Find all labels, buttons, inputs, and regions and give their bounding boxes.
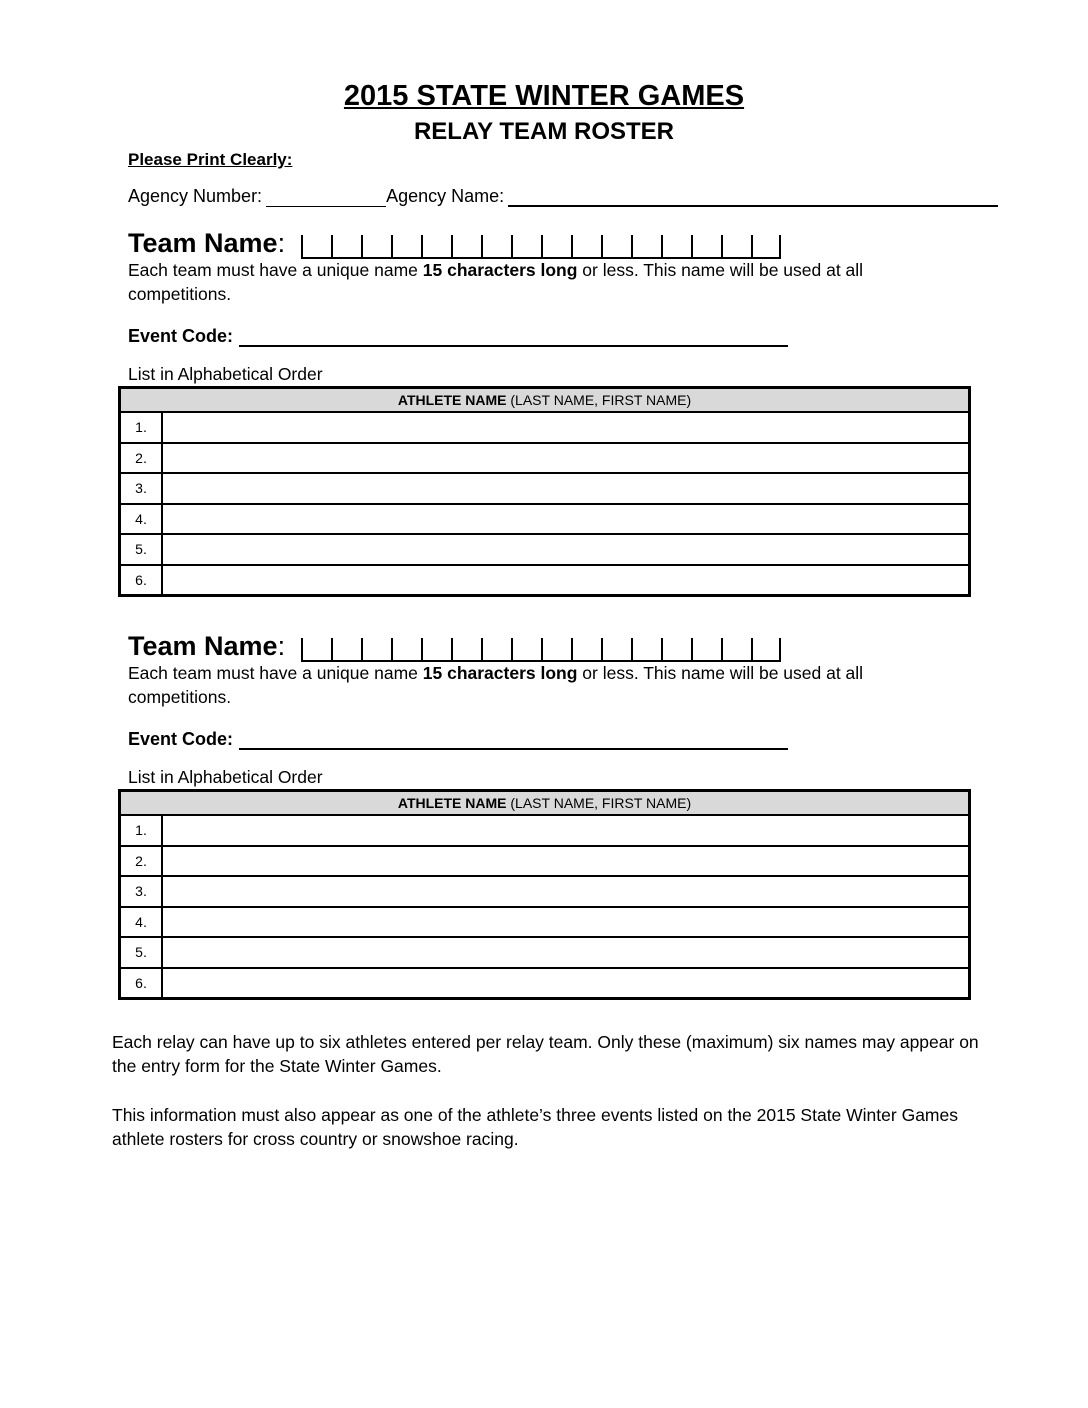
team-name-note: [128, 661, 888, 709]
team-name-char-boxes[interactable]: [301, 235, 781, 259]
char-box[interactable]: [481, 235, 511, 259]
char-box[interactable]: [541, 235, 571, 259]
char-box[interactable]: [451, 235, 481, 259]
alphabetical-order-label: List in Alphabetical Order: [128, 767, 323, 787]
athlete-name-header: [120, 791, 970, 816]
char-box[interactable]: [331, 235, 361, 259]
team-name-label: Team Name: [128, 228, 278, 258]
athlete-name-cell[interactable]: [162, 412, 970, 443]
table-row: [120, 937, 970, 968]
row-number: 6.: [120, 968, 163, 999]
char-box[interactable]: [571, 638, 601, 662]
team-name-note: [128, 258, 888, 306]
team-name-row: Team Name:: [128, 631, 781, 662]
note-bold-text: 15 characters long: [422, 260, 578, 280]
event-code-row: [128, 729, 788, 750]
table-row: [120, 907, 970, 938]
char-box[interactable]: [601, 235, 631, 259]
header-text: (LAST NAME, FIRST NAME): [506, 795, 692, 811]
char-box[interactable]: [361, 235, 391, 259]
row-number: 6.: [120, 565, 163, 596]
row-number: 3.: [120, 473, 163, 504]
row-number: 3.: [120, 876, 163, 907]
alphabetical-order-label: List in Alphabetical Order: [128, 364, 323, 384]
table-row: [120, 968, 970, 999]
row-number: 1.: [120, 412, 163, 443]
note-text: or less. This name will be used at all competitions.: [128, 663, 864, 707]
team-name-row: Team Name:: [128, 228, 781, 259]
footer-paragraph-2: This information must also appear as one of the athlete’s three events listed on the 2015 State Winter Games athlete rosters for cross country or snowshoe racing.: [112, 1105, 958, 1149]
char-box[interactable]: [541, 638, 571, 662]
char-box[interactable]: [661, 235, 691, 259]
athlete-name-cell[interactable]: [162, 846, 970, 877]
row-number: 4.: [120, 504, 163, 535]
char-box[interactable]: [601, 638, 631, 662]
page-subtitle: RELAY TEAM ROSTER: [413, 118, 675, 145]
table-row: [120, 412, 970, 443]
agency-number-label: Agency Number:: [128, 186, 263, 206]
event-code-label: Event Code:: [128, 729, 234, 749]
agency-row: [128, 186, 998, 207]
char-box[interactable]: [301, 638, 331, 662]
char-box[interactable]: [331, 638, 361, 662]
row-number: 4.: [120, 907, 163, 938]
table-row: [120, 846, 970, 877]
table-row: [120, 504, 970, 535]
footer-paragraph-1: Each relay can have up to six athletes entered per relay team. Only these (maximum) six names may appear on the entry form for the State Winter Games.: [112, 1032, 979, 1076]
agency-name-label: Agency Name:: [386, 186, 505, 206]
char-box[interactable]: [571, 235, 601, 259]
table-row: [120, 473, 970, 504]
athlete-roster-table: [118, 386, 971, 597]
char-box[interactable]: [391, 638, 421, 662]
athlete-name-cell[interactable]: [162, 937, 970, 968]
athlete-name-cell[interactable]: [162, 907, 970, 938]
print-clearly-label: Please Print Clearly:: [128, 150, 293, 169]
char-box[interactable]: [721, 235, 751, 259]
athlete-name-header: [120, 388, 970, 413]
event-code-label: Event Code:: [128, 326, 234, 346]
athlete-name-cell[interactable]: [162, 504, 970, 535]
char-box[interactable]: [481, 638, 511, 662]
header-bold-text: ATHLETE NAME: [397, 392, 507, 408]
char-box[interactable]: [751, 235, 781, 259]
char-box[interactable]: [421, 235, 451, 259]
table-row: [120, 565, 970, 596]
athlete-name-cell[interactable]: [162, 968, 970, 999]
title-wrap: [0, 80, 1088, 113]
row-number: 5.: [120, 937, 163, 968]
table-row: [120, 534, 970, 565]
team-name-char-boxes[interactable]: [301, 638, 781, 662]
char-box[interactable]: [691, 235, 721, 259]
char-box[interactable]: [391, 235, 421, 259]
athlete-roster-table: [118, 789, 971, 1000]
note-text: or less. This name will be used at all competitions.: [128, 260, 864, 304]
athlete-name-cell[interactable]: [162, 815, 970, 846]
char-box[interactable]: [361, 638, 391, 662]
note-text: Each team must have a unique name: [128, 260, 423, 280]
athlete-name-cell[interactable]: [162, 876, 970, 907]
event-code-row: [128, 326, 788, 347]
row-number: 5.: [120, 534, 163, 565]
header-text: (LAST NAME, FIRST NAME): [506, 392, 692, 408]
note-bold-text: 15 characters long: [422, 663, 578, 683]
char-box[interactable]: [631, 638, 661, 662]
row-number: 2.: [120, 846, 163, 877]
char-box[interactable]: [751, 638, 781, 662]
event-code-field[interactable]: [239, 327, 788, 347]
char-box[interactable]: [421, 638, 451, 662]
team-name-label: Team Name: [128, 631, 278, 661]
char-box[interactable]: [661, 638, 691, 662]
char-box[interactable]: [511, 638, 541, 662]
note-text: Each team must have a unique name: [128, 663, 423, 683]
char-box[interactable]: [631, 235, 661, 259]
char-box[interactable]: [301, 235, 331, 259]
athlete-name-cell[interactable]: [162, 534, 970, 565]
row-number: 2.: [120, 443, 163, 474]
header-bold-text: ATHLETE NAME: [397, 795, 507, 811]
char-box[interactable]: [451, 638, 481, 662]
row-number: 1.: [120, 815, 163, 846]
table-row: [120, 876, 970, 907]
agency-name-field[interactable]: [508, 187, 998, 207]
char-box[interactable]: [691, 638, 721, 662]
athlete-name-cell[interactable]: [162, 565, 970, 596]
table-row: [120, 815, 970, 846]
char-box[interactable]: [721, 638, 751, 662]
page-title: 2015 STATE WINTER GAMES: [343, 80, 745, 112]
table-row: [120, 443, 970, 474]
char-box[interactable]: [511, 235, 541, 259]
athlete-name-cell[interactable]: [162, 473, 970, 504]
athlete-name-cell[interactable]: [162, 443, 970, 474]
event-code-field[interactable]: [239, 730, 788, 750]
agency-number-field[interactable]: [266, 188, 386, 207]
